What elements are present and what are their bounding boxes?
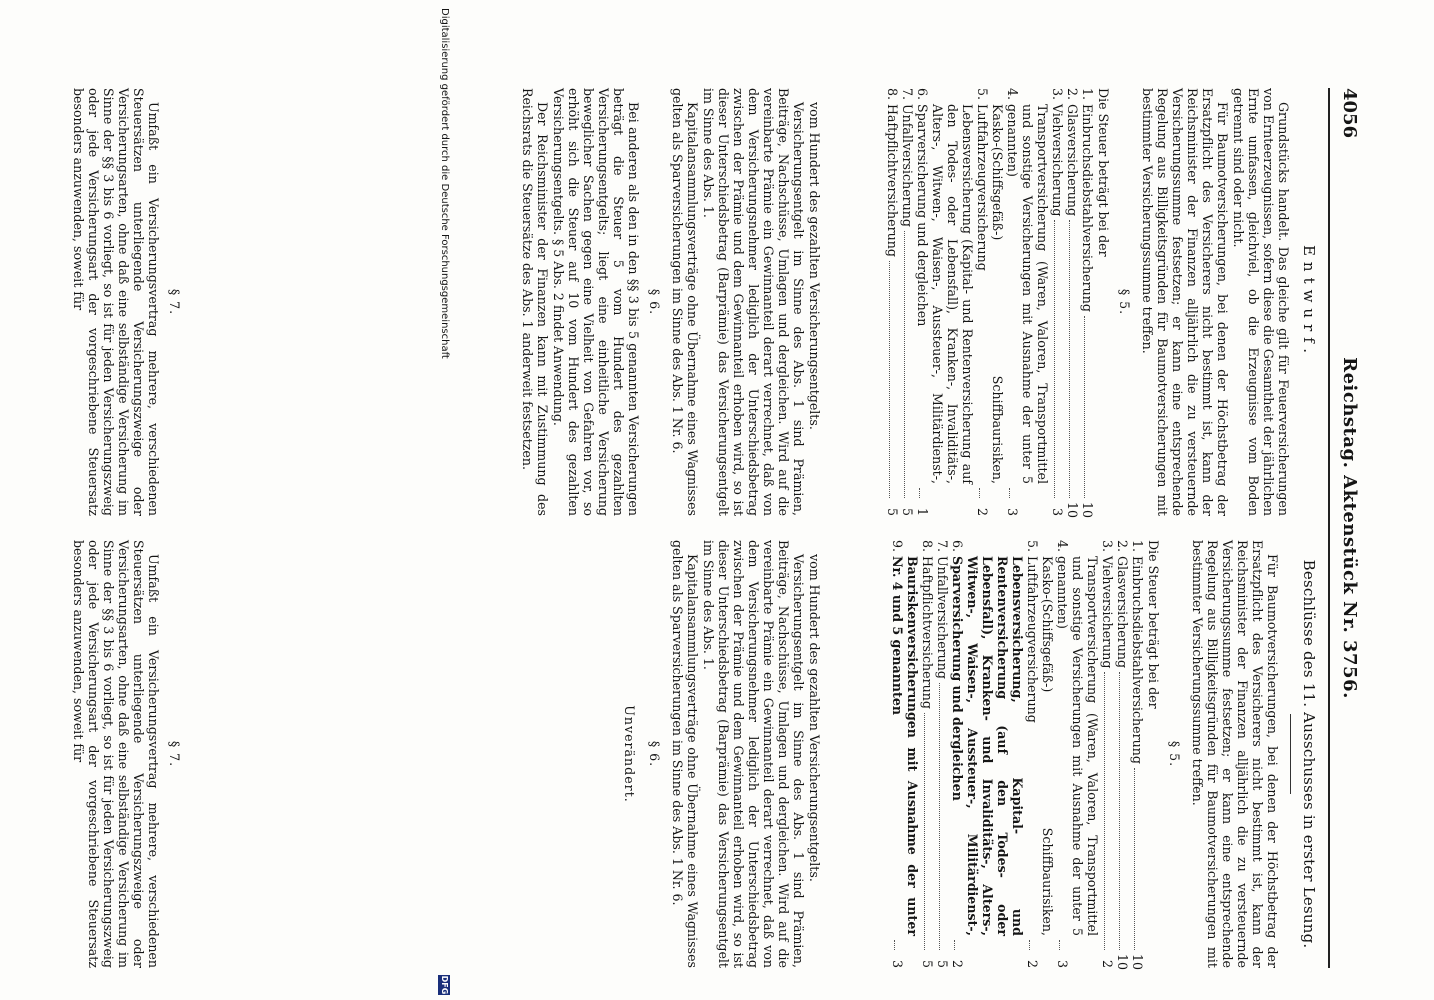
trailer-paragraph: Kapitalansammlungsverträge ohne Übernahme eines Wagnisses gelten als Sparversicherungen im Sinne des Abs. 1 Nr. 6. <box>670 88 700 516</box>
leader-dots <box>889 261 890 498</box>
item-rate: 1 <box>915 507 930 516</box>
item-number: 4. <box>1055 540 1070 553</box>
item-text: Lebensversicherung (Kapital- und Rentenversicherung auf den Todes- oder Lebensfall), Kranken-, Invaliditäts-, Alters-, Witwen-, Waisen-, Aussteuer-, Militärdienst-, Sparversicherung und dergleichen <box>915 104 975 484</box>
item-text: Bauriskenversicherungen mit Ausnahme der unter Nr. 4 und 5 genannten <box>890 556 920 936</box>
committee-rate-list <box>890 540 1145 971</box>
intro-paragraph: Für Baumotversicherungen, bei denen der Höchstbetrag der Ersatzpflicht des Versicherers nicht bestimmt ist, kann der Reichsminister der Finanzen alljährlich die zu versteuernde Versicherungssumme festsetzen; er kann eine entsprechende Regelung aus Billigkeitsgründen für Baumotversicherungen mit bestimmter Versicherungssumme treffen. <box>1190 540 1280 968</box>
leader-dots <box>1059 940 1060 950</box>
rate-list-item <box>920 540 935 968</box>
item-text: Einbruchsdiebstahlversicherung <box>1080 104 1095 312</box>
item-text: Kasko-(Schiffsgefäß-) Schiffbaurisiken, Luftfahrzeugversicherung <box>1025 556 1055 936</box>
draft-s7-heading: § 7. <box>167 288 182 316</box>
rate-list-item <box>890 540 920 968</box>
item-number: 2. <box>1065 88 1080 101</box>
page-number: 4056 <box>1339 88 1360 139</box>
item-number: 5. <box>975 88 990 101</box>
item-number: 1. <box>1080 88 1095 101</box>
item-text: Unfallversicherung <box>900 104 915 227</box>
item-rate: 3 <box>1050 507 1065 516</box>
committee-s5-heading: § 5. <box>1167 740 1182 768</box>
draft-column-title: Entwurf. <box>1300 244 1318 360</box>
header-rule <box>1328 88 1330 968</box>
rate-list-item <box>1115 540 1130 971</box>
item-rate: 3 <box>1005 507 1020 516</box>
intro-paragraph: Grundstücks handelt. Das gleiche gilt für Feuerversicherungen von Ernteerzeugnissen, sofern diese die Gesamtheit der jährlichen Ernte umfassen, gleichviel, ob die Erzeugnisse vom Boden getrennt sind oder nicht. <box>1231 88 1291 516</box>
leader-dots <box>919 488 920 498</box>
committee-column-middle <box>602 540 822 968</box>
leader-dots <box>1009 488 1010 498</box>
leader-dots <box>1134 768 1135 950</box>
leader-dots <box>939 683 940 950</box>
item-number: 5. <box>1025 540 1040 553</box>
item-text: Transportversicherung (Waren, Valoren, Transportmittel und sonstige Versicherungen mit Ausnahme der unter 5 genannten) <box>1005 104 1050 484</box>
committee-s5-lead: Die Steuer beträgt bei der <box>1146 540 1161 709</box>
item-text: Glasversicherung <box>1115 556 1130 669</box>
dfg-logo: DFG <box>440 975 449 995</box>
s6-paragraph: Der Reichsminister der Finanzen kann mit Zustimmung des Reichsrats die Steuersätze des Abs. 1 anderweit festsetzen. <box>520 88 550 516</box>
s6-paragraph: Bei anderen als den in den §§ 3 bis 5 genannten Versicherungen beträgt die Steuer 5 vom Hundert des gezahlten Versicherungsentgelts; liegt eine einheitliche Versicherung beweglicher Sachen gegen eine Vielheit von Gefahren vor, so erhöht sich die Steuer auf 10 vom Hundert des gezahlten Versicherungsentgelts. § 5 Abs. 2 findet Anwendung. <box>551 88 641 516</box>
intro-paragraph: Für Baumotversicherungen, bei denen der Höchstbetrag der Ersatzpflicht des Versicherers nicht bestimmt ist, kann der Reichsminister der Finanzen alljährlich die zu versteuernde Versicherungssumme festsetzen; er kann eine entsprechende Regelung aus Billigkeitsgründen für Baumotversicherungen mit bestimmter Versicherungssumme treffen. <box>1140 88 1230 516</box>
item-number: 6. <box>950 540 965 553</box>
draft-s6-heading: § 6. <box>647 288 662 316</box>
title-rule <box>1290 714 1291 794</box>
leader-dots <box>979 488 980 498</box>
item-number: 1. <box>1130 540 1145 553</box>
leader-dots <box>954 940 955 950</box>
item-text: Lebensversicherung, Kapital- und Rentenversicherung (auf den Todes- oder Lebensfall), Kranken- und Invaliditäts-, Alters-, Witwen-, Waisen-, Aussteuer-, Militärdienst-, Sparversicherung und dergleichen <box>950 556 1025 936</box>
rate-list-item <box>1025 540 1055 968</box>
leader-dots <box>1069 220 1070 498</box>
item-rate: 3 <box>1055 959 1070 968</box>
page-title: Reichstag. Aktenstück Nr. 3756. <box>1339 357 1360 699</box>
rate-list-item <box>1065 88 1080 519</box>
item-text: Haftpflichtversicherung <box>885 104 900 257</box>
digitization-footer <box>434 0 454 1000</box>
item-rate: 2 <box>1025 959 1040 968</box>
draft-column-upper <box>885 88 1318 519</box>
rate-list-item <box>975 88 1005 516</box>
committee-column-lower <box>70 540 190 968</box>
leader-dots <box>1029 940 1030 950</box>
item-number: 6. <box>915 88 930 101</box>
leader-dots <box>894 940 895 950</box>
item-text: Unfallversicherung <box>935 556 950 679</box>
trailer-paragraph: vom Hundert des gezahlten Versicherungsentgelts. <box>807 102 822 430</box>
rate-list-item <box>1055 540 1100 968</box>
leader-dots <box>1104 672 1105 950</box>
draft-column-middle <box>519 88 822 516</box>
leader-dots <box>1119 672 1120 950</box>
item-number: 3. <box>1100 540 1115 553</box>
committee-s7-text <box>71 540 161 968</box>
rate-list-item <box>1050 88 1065 516</box>
item-rate: 5 <box>900 507 915 516</box>
item-text: Glasversicherung <box>1065 104 1080 217</box>
committee-column-title: Beschlüsse des 11. Ausschusses in erster Lesung. <box>1300 559 1318 949</box>
rate-list-item <box>1005 88 1050 516</box>
draft-s5-trailer <box>670 88 822 516</box>
item-rate: 2 <box>975 507 990 516</box>
item-rate: 5 <box>920 959 935 968</box>
rate-list-item <box>1130 540 1145 971</box>
page-header <box>1328 88 1362 968</box>
item-rate: 3 <box>890 959 905 968</box>
item-text: Einbruchsdiebstahlversicherung <box>1130 556 1145 764</box>
item-number: 8. <box>885 88 900 101</box>
item-number: 3. <box>1050 88 1065 101</box>
rate-list-item <box>915 88 975 516</box>
rate-list-item <box>885 88 900 516</box>
trailer-paragraph: vom Hundert des gezahlten Versicherungsentgelts. <box>807 554 822 882</box>
item-rate: 2 <box>1100 959 1115 968</box>
trailer-paragraph: Kapitalansammlungsverträge ohne Übernahme eines Wagnisses gelten als Sparversicherungen im Sinne des Abs. 1 Nr. 6. <box>670 540 700 968</box>
item-number: 2. <box>1115 540 1130 553</box>
item-number: 7. <box>935 540 950 553</box>
s7-paragraph: Umfaßt ein Versicherungsvertrag mehrere, verschiedenen Steuersätzen unterliegende Versicherungszweige oder Versicherungsarten, ohne daß eine selbständige Versicherung im Sinne der §§ 3 bis 6 vorliegt, so ist für jeden Versicherungszweig oder jede Versicherungsart der vorgeschriebene Steuersatz besonders anzuwenden, soweit für <box>71 88 161 516</box>
item-rate: 5 <box>935 959 950 968</box>
draft-intro <box>1140 88 1291 516</box>
leader-dots <box>1054 220 1055 498</box>
leader-dots <box>904 231 905 498</box>
item-number: 4. <box>1005 88 1020 101</box>
footer-credit: Digitalisierung gefördert durch die Deutsche Forschungsgemeinschaft <box>439 8 450 359</box>
item-rate: 10 <box>1080 502 1095 519</box>
draft-s5-heading: § 5. <box>1117 288 1132 316</box>
trailer-paragraph: Versicherungsentgelt im Sinne des Abs. 1 sind Prämien, Beiträge, Nachschüsse, Umlagen und dergleichen. Wird auf die vereinbarte Prämie ein Gewinnanteil derart verrechnet, daß von dem Versicherungsnehmer lediglich der Unterschiedsbetrag zwischen der Prämie und dem Gewinnanteil erhoben wird, so ist dieser Unterschiedsbetrag (Barprämie) das Versicherungsentgelt im Sinne des Abs. 1. <box>701 540 806 968</box>
item-number: 7. <box>900 88 915 101</box>
rate-list-item <box>935 540 950 968</box>
item-rate: 10 <box>1130 954 1145 971</box>
draft-column-lower <box>70 88 190 516</box>
draft-s6-text <box>520 88 641 516</box>
item-rate: 10 <box>1065 502 1080 519</box>
committee-s6-unchanged: Unverändert. <box>622 705 637 803</box>
committee-s7-heading: § 7. <box>167 740 182 768</box>
item-text: Kasko-(Schiffsgefäß-) Schiffbaurisiken, Luftfahrzeugversicherung <box>975 104 1005 484</box>
item-text: Viehversicherung <box>1100 556 1115 669</box>
item-rate: 5 <box>885 507 900 516</box>
s7-paragraph: Umfaßt ein Versicherungsvertrag mehrere, verschiedenen Steuersätzen unterliegende Versicherungszweige oder Versicherungsarten, ohne daß eine selbständige Versicherung im Sinne der §§ 3 bis 6 vorliegt, so ist für jeden Versicherungszweig oder jede Versicherungsart der vorgeschriebene Steuersatz besonders anzuwenden, soweit für <box>71 540 161 968</box>
rate-list-item <box>1100 540 1115 968</box>
leader-dots <box>1084 316 1085 498</box>
leader-dots <box>924 713 925 950</box>
item-rate: 10 <box>1115 954 1130 971</box>
item-rate: 2 <box>950 959 965 968</box>
draft-s5-lead: Die Steuer beträgt bei der <box>1096 88 1111 257</box>
item-number: 8. <box>920 540 935 553</box>
committee-column-upper <box>890 540 1318 971</box>
draft-rate-list <box>885 88 1095 519</box>
draft-s7-text <box>71 88 161 516</box>
rate-list-item <box>1080 88 1095 519</box>
item-text: Transportversicherung (Waren, Valoren, Transportmittel und sonstige Versicherungen mit Ausnahme der unter 5 genannten) <box>1055 556 1100 936</box>
item-text: Viehversicherung <box>1050 104 1065 217</box>
committee-s5-trailer <box>670 540 822 968</box>
item-text: Haftpflichtversicherung <box>920 556 935 709</box>
rate-list-item <box>900 88 915 516</box>
item-number: 9. <box>890 540 905 553</box>
rate-list-item <box>950 540 1025 968</box>
trailer-paragraph: Versicherungsentgelt im Sinne des Abs. 1 sind Prämien, Beiträge, Nachschüsse, Umlagen und dergleichen. Wird auf die vereinbarte Prämie ein Gewinnanteil derart verrechnet, daß von dem Versicherungsnehmer lediglich der Unterschiedsbetrag zwischen der Prämie und dem Gewinnanteil erhoben wird, so ist dieser Unterschiedsbetrag (Barprämie) das Versicherungsentgelt im Sinne des Abs. 1. <box>701 88 806 516</box>
committee-intro <box>1190 540 1280 968</box>
committee-s6-heading: § 6. <box>647 740 662 768</box>
